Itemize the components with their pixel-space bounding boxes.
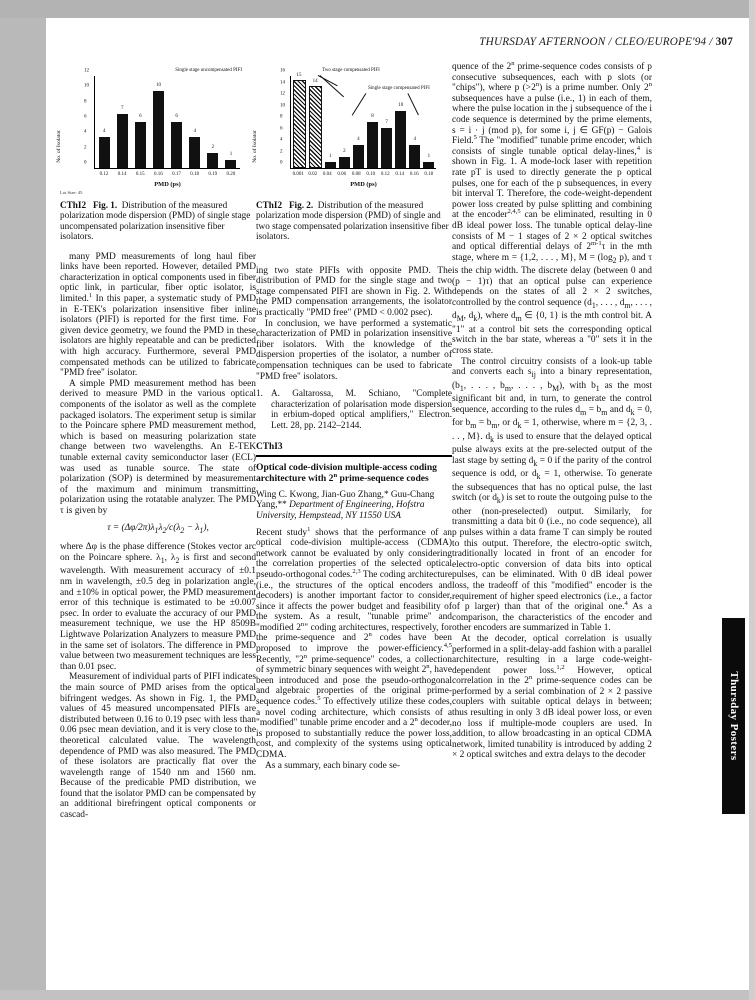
chart2-ytick: 8	[280, 114, 283, 120]
running-head	[479, 36, 733, 48]
c1-para-4: Measurement of individual parts of PIFI indicates the main source of PMD arises from the optical bifringent wedges. As shown in Fig. 1, the PMD values of 45 measured uncompensated PIFIs are distributed between 0.16 to 0.19 psec with less than 0.06 psec mean deviation, and it is very close to the theoretical calculated value. The wavelength dependence of PMD was also measured. The PMD of these isolators are practically flat over the wavelength range of 1540 nm and 1560 nm. Because of the predicable PMD distribution, we found that the isolator PMD can be compensated by an additional birefringent optical components or cascad-	[60, 672, 256, 821]
chart2-ytick: 10	[280, 103, 285, 108]
chart1-xtick: 0.15	[135, 172, 145, 177]
c2-para-4: As a summary, each binary code se-	[265, 760, 401, 771]
chart2-annotation-two-stage: Two stage compensated PIFI	[322, 68, 380, 73]
chart-figure-2	[252, 62, 442, 197]
thumb-tab-thursday-posters	[722, 618, 745, 814]
scan-right-margin	[749, 0, 755, 1000]
bar	[293, 72, 306, 168]
figure-1-caption-text: Distribution of the measured polarization mode dispersion (PMD) of single stage uncompensated polarization insensitive fiber isolators.	[60, 200, 251, 242]
chart2-xtick: 0.08	[351, 172, 361, 177]
running-head-text: THURSDAY AFTERNOON / CLEO/EUROPE'94 /	[479, 36, 713, 48]
bar	[135, 114, 146, 168]
chart2-ytick: 2	[280, 149, 283, 154]
bar	[381, 119, 392, 168]
section-title: Optical code-division multiple-access coding architecture with 2$^n$ prime-sequence codes	[256, 461, 437, 484]
c1-para-3: where Δφ is the phase difference (Stokes vector arc on the Poincare sphere. $\lambda_1$, $\lambda_2$ is first and second wavelength. With measurement accuracy of ±0.1 nm in wavelength, ±0.5 deg in polarization angle, and ±10% in optical power, the PMD measurement error of this technique is estimated to be ±0.007 psec. In order to evaluate the accuracy of our PMD measurement technique, we use the HP 8509B Lightwave Polarization Analyzers to measure PMD in the same set of isolators. The difference in PMD value between two measurement techniques are less than 0.01 psec.	[60, 542, 257, 672]
bar-value: 4	[413, 137, 417, 142]
figure-1-number: Fig. 1.	[92, 200, 118, 210]
bar-value: 6	[175, 114, 178, 119]
bar	[189, 129, 200, 168]
chart1-ytick: 6	[84, 114, 87, 120]
figure-2-caption	[256, 200, 452, 242]
bar	[423, 154, 434, 168]
reference-text: A. Galtarossa, M. Schiano, "Complete characterization of polarisation mode dispersion in erbium-doped optical amplifiers," Electron. Lett. 28, pp. 2142–2144.	[271, 388, 452, 430]
bar	[117, 106, 128, 168]
chart2-xtick: 0.10	[366, 172, 376, 177]
bar-value: 10	[155, 83, 161, 89]
chart2-xtick: 0.16	[409, 172, 419, 177]
section-authors: Wing C. Kwong, Jian-Guo Zhang,* Guu-Chang Yang,** Department of Engineering, Hofstra University, Hempstead, NY 11550 USA	[256, 489, 435, 521]
scan-left-margin	[0, 0, 46, 1000]
reference-number: 1.	[256, 388, 263, 399]
chart1-ytick: 10	[84, 83, 89, 89]
reference-item	[256, 388, 452, 430]
bar	[309, 78, 322, 169]
c2-para-1: ing two state PIFIs with opposite PMD. The distribution of PMD for the single stage and two stage compensated PIFI are shown in Fig. 2. With the PMD compensation arrangements, the isolator is practically "PMD free" (PMD < 0.002 psec).	[256, 265, 452, 318]
chart2-ytick: 16	[280, 68, 285, 74]
chart1-ytick: 8	[84, 99, 87, 105]
chart2-ytick: 12	[280, 91, 285, 97]
section-header	[256, 442, 452, 521]
bar-value: 14	[312, 78, 318, 84]
bar	[395, 102, 406, 169]
chart2-xtick: 0.18	[424, 172, 434, 177]
column-3	[452, 59, 653, 761]
chart1-xtick: 0.12	[99, 172, 109, 177]
scan-top-margin	[0, 0, 755, 18]
column-1	[56, 62, 257, 821]
bar	[153, 83, 164, 168]
c3-para-3: At the decoder, optical correlation is usually performed in a split-delay-add fashion with a parallel architecture, resulting in a large code-weight-dependent power loss.$^{1,2}$ However, optical correlation in the 2$^n$ prime-sequence codes can be performed by a serial combination of 2 × 2 passive couplers with suitable optical delays in between; thus resulting in only 3 dB ideal power loss, or even no loss if multiple-mode couplers are used. In addition, to allow broadcasting in an optical CDMA network, limited tunability is introduced by adding 2 × 2 optical switches and extra delays to the decoder	[452, 633, 653, 761]
figure-1-label: CThI2	[60, 200, 87, 210]
bar	[353, 137, 364, 168]
bar	[99, 129, 110, 168]
bar-value: 1	[427, 154, 431, 160]
bar	[325, 154, 336, 168]
chart2-ytick: 0	[280, 160, 283, 166]
chart1-ylabel: No. of Isolator	[56, 129, 62, 163]
page-content	[46, 18, 749, 990]
chart2-xtick: 0.04	[322, 172, 332, 177]
chart2-xtick: 0.14	[395, 172, 405, 177]
c2-para-3: Recent study$^1$ shows that the performance of an optical code-division multiple-access (CDMA) network cannot be evaluated by only considering the correlation properties of the selected optical pseudo-orthogonal codes.$^{2,3}$ The coding architecture (i.e., the structures of the optical encoders and decoders) is another important factor to consider, since it affects the power budget and feasibility of the system. As a result, "tunable prime" and "modified 2$^n$" coding architectures, respectively, for the prime-sequence and 2$^n$ codes have been proposed to improve the power-efficiency.$^{4,5}$ Recently, "2$^n$ prime-sequence" codes, a collection of symmetric binary sequences with weight 2$^n$, have been introduced and pose the pseudo-orthogonal and algebraic properties of the original prime-sequence codes.$^5$ To effectively utilize these codes, a novel coding architecture, which consists of a "modified" tunable prime encoder and a 2$^n$ decoder, is proposed to substantially reduce the power loss, cost, and complexity of the systems using optical CDMA.	[256, 525, 452, 760]
chart2-xtick: 0.001	[292, 172, 304, 177]
chart1-xtick: 0.19	[208, 172, 218, 177]
bar-value: 4	[357, 137, 360, 142]
thumb-tab-label: Thursday Posters	[727, 671, 740, 761]
bar-value: 10	[398, 102, 404, 108]
chart1-xtick: 0.14	[117, 172, 127, 177]
bar-value: 7	[120, 106, 124, 112]
figure-1	[56, 62, 246, 197]
chart1-xtick: 0.18	[190, 172, 199, 177]
scan-bottom-margin	[0, 990, 755, 1000]
bar-value: 4	[102, 129, 106, 135]
bar-value: 15	[296, 72, 302, 78]
chart1-xtick: 0.17	[172, 172, 181, 177]
bar-value: 6	[139, 114, 142, 119]
figure-2	[252, 62, 442, 197]
c2-para-2: In conclusion, we have performed a systematic characterization of PMD in polarization insensitive fiber isolators. With the knowledge of the dispersion properties of the isolator, a number of compensation techniques can be used to fabricate "PMD free" isolators.	[256, 318, 452, 382]
bar-value: 1	[229, 152, 233, 158]
chart2-ytick: 4	[280, 137, 283, 143]
bar	[171, 114, 182, 168]
bar-value: 2	[211, 144, 215, 150]
c1-para-2: A simple PMD measurement method has been derived to measure PMD in the various optical components of the isolator as well as the complete packaged isolators. The experiment setup is similar to the Poincare sphere PMD measurement method, which is based on measuring polarization state change between two wavelengths. An E-TEK tunable external cavity semiconductor laser (ECL) was used as tunable source. The state of polarization (SOP) is determined by measurement of the maximum and minimum transmitting polarization using the rotatable analyzer. The PMD τ is given by	[60, 378, 256, 516]
chart1-ytick: 0	[84, 160, 87, 166]
bar	[409, 137, 420, 168]
chart2-xtick: 0.02	[308, 172, 318, 177]
chart2-xtick: 0.06	[337, 172, 347, 177]
chart1-xtick: 0.20	[226, 172, 236, 177]
chart1-ytick: 2	[84, 145, 87, 151]
chart-figure-1	[56, 62, 246, 197]
chart1-annotation: Single stage uncompensated PIFI	[175, 68, 242, 73]
chart1-xlabel: PMD (ps)	[154, 181, 181, 188]
chart2-xtick: 0.12	[380, 172, 390, 177]
bar-value: 2	[343, 148, 346, 154]
bar-value: 4	[193, 129, 196, 135]
section-rule	[256, 455, 452, 457]
bar-value: 8	[371, 114, 374, 119]
bar	[225, 152, 236, 168]
chart1-bars	[95, 76, 240, 168]
figure-1-caption	[60, 200, 256, 242]
chart2-xlabel: PMD (ps)	[350, 181, 377, 188]
bar	[207, 144, 218, 168]
bar-value: 1	[328, 154, 332, 160]
chart2-ytick: 6	[280, 126, 283, 131]
c3-para-1: quence of the 2$^n$ prime-sequence codes consists of p consecutive subsequences, each with p slots (or "chips"), where p $(>2^n)$ is a prime number. Only 2$^n$ subsequences have a pulse (i.e., 1) in each of them, where the pulse location in the j subsequence of the i code sequence is determined by the prime elements, s = i · j (mod p), for some i, j ∈ GF(p) − Galois Field.$^5$ The "modified" tunable prime encoder, which consists of single tunable optical delay-lines,$^4$ is shown in Fig. 1. A mode-lock laser with repetition rate pT is used to directly generate the p optical pulses, one for each of the p subsequences, in every bit interval T. Therefore, the code-weight-dependent power loss created by pulse splitting and combining at the encoder$^{2,4,5}$ can be eliminated, resulting in 0 dB ideal power loss. The tunable optical delay-line consists of M − 1 stages of 2 × 2 optical switches and optical differential delays of 2$^{m-1}$τ in the mth stage, where m = {1,2, . . . , M}, $M = (\log_2$ p), and τ is the chip width. The discrete delay (between 0 and (p − 1)τ) that an optical pulse can experience depends on the states of all 2 × 2 switches, controlled by the control sequence ($d_1$, . . . , $d_m$, . . . , $d_M$, $d_k$), where $d_m$ ∈ {0, 1} is the mth control bit. A "1" at a control bit sets the corresponding optical switch in the bar state, whereas a "0" sets it in the cross state.	[452, 59, 653, 357]
c1-equation: $\tau = (\Delta\varphi/2\pi)\lambda_1\lambda_2/c(\lambda_2 - \lambda_1)$,	[107, 523, 209, 536]
chart2-annotation-single-stage: Single stage compensated PIFI	[368, 86, 430, 91]
c3-para-2: The control circuitry consists of a look-up table and converts each $s_{ij}$ into a binary representation, ($b_1$, . . . , $b_m$, . . . , $b_M$), with $b_1$ as the most significant bit and, in turn, to generate the control sequence, according to the rules $d_m = b_m$ and $d_k = 0$, for $b_m = b_m$, or $d_k = 1$, otherwise, where m = {2, 3, . . . , M}. $d_k$ is used to ensure that the delayed optical pulse always exits at the pre-selected output of the last stage by setting $d_k = 0$ if the parity of the control sequence is odd, or $d_k = 1$, otherwise. To generate the subsequences that has no optical pulse, the last switch (or $d_k$) is set to route the outgoing pulse to the other (non-preselected) output. Similarly, for transmitting a data bit 0 (i.e., no code sequence), all p pulses within a data frame T can simply be routed to this output. Therefore, the electro-optic switch, traditionally located in front of an encoder for electro-optic conversion of data bits into optical pulses, can be eliminated. With 0 dB ideal power loss, the tradeoff of this "modified" encoder is the requirement of higher speed electronics (i.e., a factor of p larger) than that of the original one.$^4$ As a comparison, the characteristics of the encoder and other encoders are summarized in Table 1.	[452, 356, 653, 634]
chart1-xtick: 0.16	[153, 172, 163, 177]
bar	[367, 114, 378, 168]
chart1-ytick: 12	[84, 68, 89, 74]
c1-para-1: many PMD measurements of long haul fiber links have been reported. However, detailed PMD characterization in optical components used in fiber optic link, in particular, fiber optic isolator, is limited.$^1$ In this paper, a systematic study of PMD in E-TEK's polarization insensitive fiber inline isolators (PIFI) is reported for the first time. For given device geometry, we found the PMD in these isolators are highly repeatable and can be predicted with high accuracy. Furthermore, several PMD compensated methods can be utilized to fabricate "PMD free" isolator.	[60, 251, 256, 379]
bar-value: 7	[385, 119, 388, 125]
chart2-ytick: 14	[280, 80, 285, 85]
chart1-ytick: 4	[84, 129, 87, 135]
section-code: CThI3	[256, 442, 283, 453]
figure-2-caption-text: Distribution of the measured polarization mode dispersion (PMD) of single and two stage compensated polarization insensitive fiber isolators.	[256, 200, 449, 242]
figure-2-number: Fig. 2.	[288, 200, 314, 210]
column-2	[252, 62, 452, 771]
chart2-ylabel: No. of Isolator	[252, 129, 258, 163]
figure-2-label: CThI2	[256, 200, 283, 210]
figure1-subnote: Lot Size: 45	[60, 190, 83, 195]
page-number: 307	[715, 36, 733, 48]
bar	[339, 148, 350, 169]
